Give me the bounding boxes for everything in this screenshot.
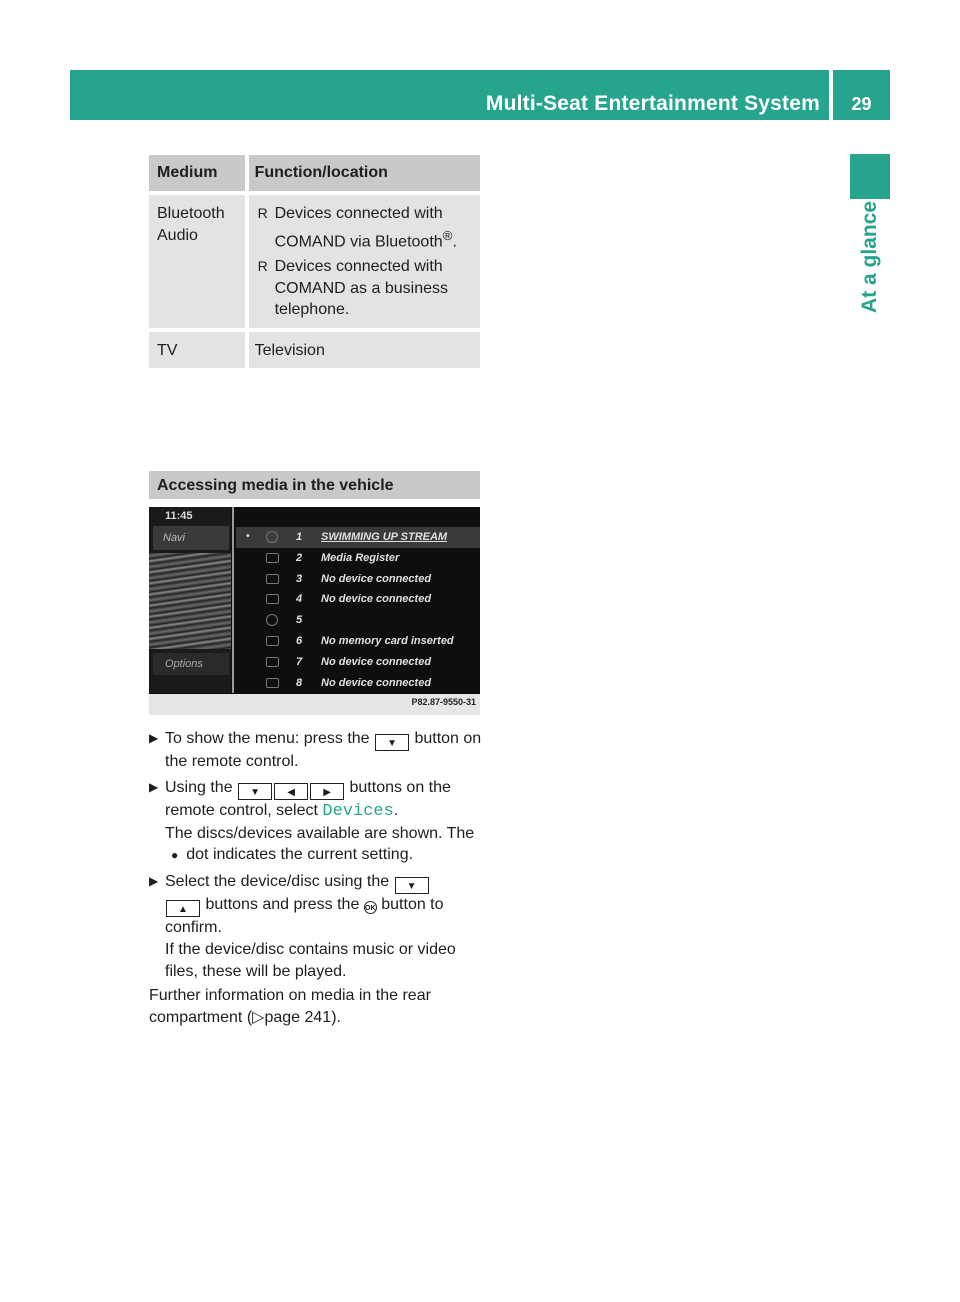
disc-icon — [266, 531, 278, 543]
list-item: 4 No device connected — [236, 589, 480, 610]
down-key-icon: ▼ — [238, 783, 272, 800]
list-item: R Devices connected with COMAND via Bluetooth®. — [257, 205, 457, 250]
table-header-row — [149, 155, 480, 191]
step-arrow-icon: ▶ — [149, 731, 159, 745]
screen-device-list — [236, 527, 480, 693]
table-row — [149, 332, 480, 369]
bullet-icon: R — [257, 258, 268, 275]
memory-card-icon — [266, 636, 279, 646]
down-key-icon: ▼ — [375, 734, 409, 751]
bluetooth-icon — [266, 614, 278, 626]
selection-dot-icon: • — [246, 531, 250, 542]
list-item: 7 No device connected — [236, 652, 480, 673]
list-item: 8 No device connected — [236, 673, 480, 694]
table-row — [149, 195, 480, 328]
page-ref-arrow-icon: ▷ — [252, 1008, 265, 1026]
image-code: P82.87-9550-31 — [411, 697, 476, 707]
chapter-title: Multi-Seat Entertainment System — [485, 92, 820, 115]
screen-background-graphic — [149, 553, 231, 649]
menu-item-devices: Devices — [322, 801, 394, 821]
side-tab-marker — [850, 154, 890, 199]
up-key-icon: ▲ — [166, 900, 200, 917]
step-item: ▶ To show the menu: press the ▼ button on the remote control. — [149, 730, 482, 770]
list-item: 2 Media Register — [236, 548, 480, 569]
list-item: 6 No memory card inserted — [236, 631, 480, 652]
list-item: 5 — [236, 610, 480, 631]
section-heading: Accessing media in the vehicle — [149, 471, 480, 499]
step-arrow-icon: ▶ — [149, 779, 159, 794]
page-number: 29 — [851, 94, 872, 114]
step-arrow-icon: ▶ — [149, 874, 159, 889]
side-section-label: At a glance — [858, 200, 881, 313]
device-icon — [266, 657, 279, 667]
screen-options-tab: Options — [153, 653, 229, 675]
step-item: ▶ Using the ▼ ◀ ▶ buttons on the remote control, select Devices. The discs/devices available are shown. The ● dot indicates the current setting. — [149, 777, 484, 867]
header-function: Function/location — [247, 155, 480, 191]
dot-icon: ● — [171, 848, 179, 863]
medium-cell: Bluetooth Audio — [149, 195, 247, 328]
instruction-steps — [149, 728, 484, 987]
device-icon — [266, 594, 279, 604]
function-cell: Television — [247, 332, 480, 369]
screen-navi-tab: Navi — [153, 526, 229, 550]
header-medium: Medium — [149, 155, 247, 191]
down-key-icon: ▼ — [395, 877, 429, 894]
step-result: The discs/devices available are shown. The ● dot indicates the current setting. — [165, 824, 475, 864]
list-item: 3 No device connected — [236, 569, 480, 590]
image-caption-bar — [149, 694, 480, 715]
screen-clock: 11:45 — [165, 510, 193, 522]
step-result: If the device/disc contains music or video files, these will be played. — [165, 940, 456, 980]
comand-screen-image — [149, 507, 480, 715]
step-item: ▶ Select the device/disc using the ▼ ▲ buttons and press the OK button to confirm. If the device/disc contains music or video files, these will be played. — [149, 871, 484, 982]
further-info: Further information on media in the rear compartment (▷page 241). — [149, 987, 431, 1026]
left-key-icon: ◀ — [274, 783, 308, 800]
page-header — [70, 70, 890, 120]
list-item: • 1 SWIMMING UP STREAM — [236, 527, 480, 548]
device-icon — [266, 678, 279, 688]
function-cell — [247, 195, 480, 328]
media-register-icon — [266, 553, 279, 563]
registered-mark: ® — [442, 227, 453, 243]
device-icon — [266, 574, 279, 584]
page-reference: page 241 — [264, 1008, 332, 1026]
bullet-icon: R — [257, 205, 268, 221]
medium-cell: TV — [149, 332, 247, 369]
media-table — [149, 155, 480, 368]
list-item: R Devices connected with COMAND as a business telephone. — [257, 258, 448, 319]
ok-button-icon: OK — [364, 901, 377, 914]
right-key-icon: ▶ — [310, 783, 344, 800]
